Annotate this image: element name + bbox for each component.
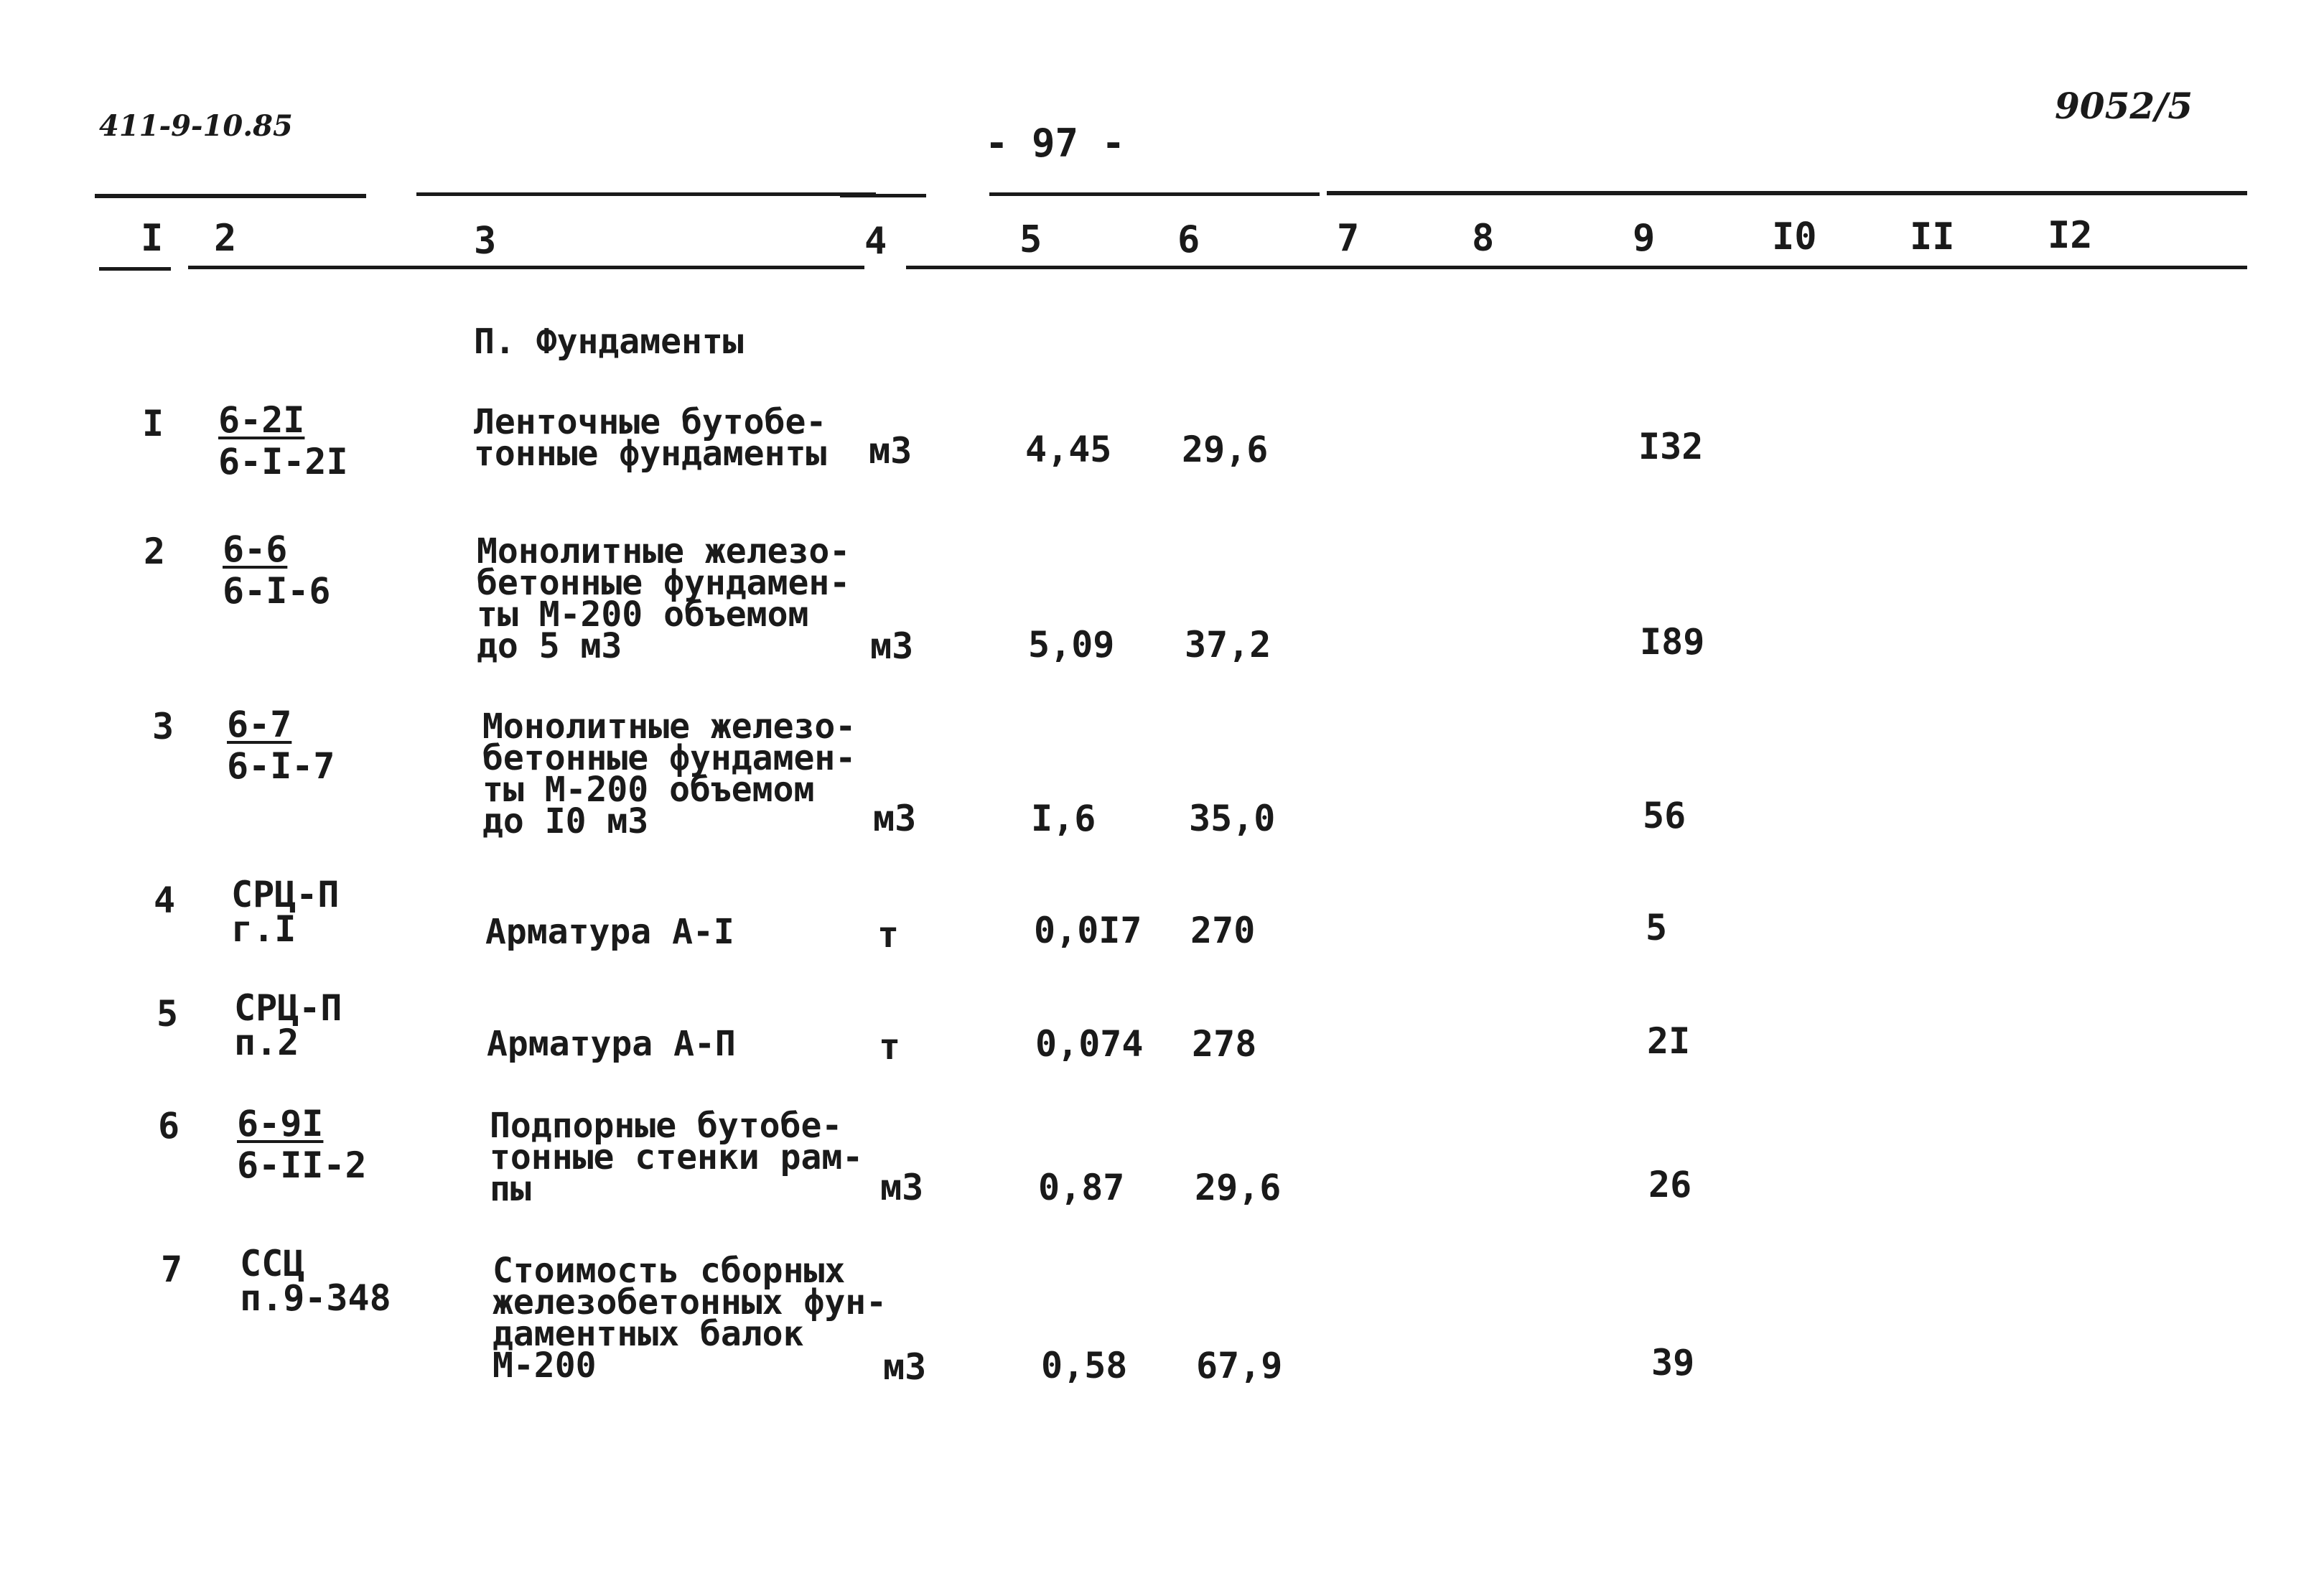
- page-number: - 97 -: [985, 121, 1126, 166]
- norm-code-top: СРЦ-П: [231, 874, 340, 915]
- norm-code-top: 6-2I: [218, 399, 305, 441]
- description-line: Монолитные железо-: [482, 706, 857, 747]
- unit: м3: [869, 430, 913, 472]
- norm-code-bottom: 6-I-6: [223, 570, 331, 612]
- description-line: Арматура А-I: [485, 912, 734, 952]
- description-line: до I0 м3: [482, 801, 649, 841]
- total-cost: 2I: [1647, 1020, 1691, 1062]
- norm-code: [234, 987, 342, 1063]
- header-rule-top-4: [989, 192, 1320, 196]
- description-line: до 5 м3: [477, 626, 622, 666]
- description-line: Арматура А-П: [487, 1024, 736, 1064]
- unit-price: 29,6: [1182, 429, 1269, 470]
- unit: м3: [883, 1346, 927, 1388]
- col-header-9: 9: [1633, 217, 1656, 260]
- quantity: 0,0I7: [1034, 910, 1142, 951]
- total-cost: 26: [1648, 1164, 1692, 1205]
- row-number: 6: [158, 1105, 180, 1147]
- document-code: 411-9-10.85: [99, 109, 293, 143]
- description-line: ты М-200 объемом: [477, 594, 809, 635]
- description-line: бетонные фундамен-: [477, 563, 851, 603]
- row-number: 3: [152, 706, 174, 747]
- norm-code-top: 6-7: [227, 704, 292, 745]
- row-number: 5: [157, 993, 179, 1035]
- norm-code: [218, 399, 348, 482]
- norm-code: [240, 1243, 391, 1319]
- norm-code-top: 6-6: [223, 528, 288, 570]
- col-header-4: 4: [864, 220, 887, 263]
- work-description: [485, 912, 734, 952]
- unit-price: 37,2: [1185, 624, 1271, 666]
- description-line: М-200: [493, 1345, 597, 1386]
- description-line: ты М-200 объемом: [482, 770, 815, 810]
- row-number: 2: [144, 531, 166, 572]
- quantity: 0,074: [1035, 1023, 1144, 1065]
- norm-code-top: 6-9I: [237, 1103, 324, 1144]
- unit-price: 278: [1192, 1023, 1257, 1065]
- quantity: 0,87: [1038, 1167, 1125, 1208]
- row-number: 4: [154, 880, 176, 921]
- norm-code-bottom: 6-II-2: [237, 1144, 367, 1186]
- unit-price: 29,6: [1195, 1167, 1282, 1208]
- work-description: [474, 402, 827, 474]
- unit: м3: [873, 798, 917, 839]
- norm-code-bottom: г.I: [231, 908, 297, 950]
- work-description: [493, 1251, 887, 1386]
- description-line: Монолитные железо-: [477, 531, 851, 572]
- norm-code: [227, 704, 335, 787]
- col-header-12: I2: [2048, 214, 2093, 257]
- work-description: [487, 1024, 736, 1064]
- section-title: П. Фундаменты: [474, 322, 744, 362]
- header-rule-top-2: [416, 192, 876, 196]
- header-rule-bottom-2: [188, 266, 864, 269]
- unit: т: [879, 1026, 901, 1068]
- col-header-7: 7: [1337, 217, 1360, 260]
- unit: т: [877, 914, 900, 956]
- description-line: Подпорные бутобе-: [490, 1106, 843, 1146]
- norm-code: [231, 874, 340, 950]
- col-header-3: 3: [474, 220, 497, 263]
- archive-number: 9052/5: [2055, 85, 2193, 127]
- description-line: тонные стенки рам-: [490, 1137, 864, 1177]
- row-number: 7: [161, 1249, 183, 1290]
- work-description: [477, 531, 851, 666]
- norm-code: [237, 1103, 367, 1186]
- description-line: пы: [490, 1169, 531, 1209]
- total-cost: 56: [1643, 795, 1686, 836]
- norm-code-bottom: 6-I-2I: [218, 441, 348, 482]
- quantity: 4,45: [1025, 429, 1112, 470]
- description-line: даментных балок: [493, 1314, 804, 1354]
- unit-price: 35,0: [1189, 798, 1276, 839]
- header-rule-bottom-1: [99, 267, 171, 271]
- header-rule-top-3: [840, 194, 926, 197]
- total-cost: I32: [1638, 426, 1704, 467]
- description-line: бетонные фундамен-: [482, 738, 857, 778]
- unit-price: 67,9: [1196, 1345, 1283, 1386]
- col-header-10: I0: [1772, 215, 1817, 258]
- norm-code-top: СРЦ-П: [234, 987, 342, 1029]
- quantity: 5,09: [1028, 624, 1115, 666]
- norm-code-bottom: 6-I-7: [227, 745, 335, 787]
- description-line: Ленточные бутобе-: [474, 402, 827, 442]
- norm-code-bottom: п.2: [234, 1022, 299, 1063]
- total-cost: 39: [1651, 1342, 1695, 1384]
- col-header-1: I: [141, 217, 164, 260]
- total-cost: I89: [1640, 621, 1705, 663]
- unit-price: 270: [1190, 910, 1256, 951]
- norm-code-top: ССЦ: [240, 1243, 305, 1284]
- norm-code-bottom: п.9-348: [240, 1277, 391, 1319]
- col-header-6: 6: [1177, 218, 1200, 261]
- header-rule-top-5: [1327, 191, 2247, 195]
- row-number: I: [142, 403, 164, 444]
- header-rule-top-1: [95, 194, 366, 198]
- description-line: железобетонных фун-: [493, 1282, 887, 1323]
- description-line: Стоимость сборных: [493, 1251, 846, 1291]
- unit: м3: [870, 625, 914, 667]
- quantity: I,6: [1031, 798, 1096, 839]
- header-rule-bottom-3: [906, 266, 2247, 269]
- work-description: [490, 1106, 864, 1209]
- total-cost: 5: [1646, 907, 1668, 948]
- col-header-8: 8: [1472, 217, 1495, 260]
- col-header-11: II: [1910, 215, 1955, 258]
- norm-code: [223, 528, 331, 612]
- unit: м3: [880, 1167, 924, 1208]
- col-header-5: 5: [1019, 218, 1042, 261]
- description-line: тонные фундаменты: [474, 434, 827, 474]
- col-header-2: 2: [214, 217, 237, 260]
- work-description: [482, 706, 857, 841]
- quantity: 0,58: [1041, 1345, 1128, 1386]
